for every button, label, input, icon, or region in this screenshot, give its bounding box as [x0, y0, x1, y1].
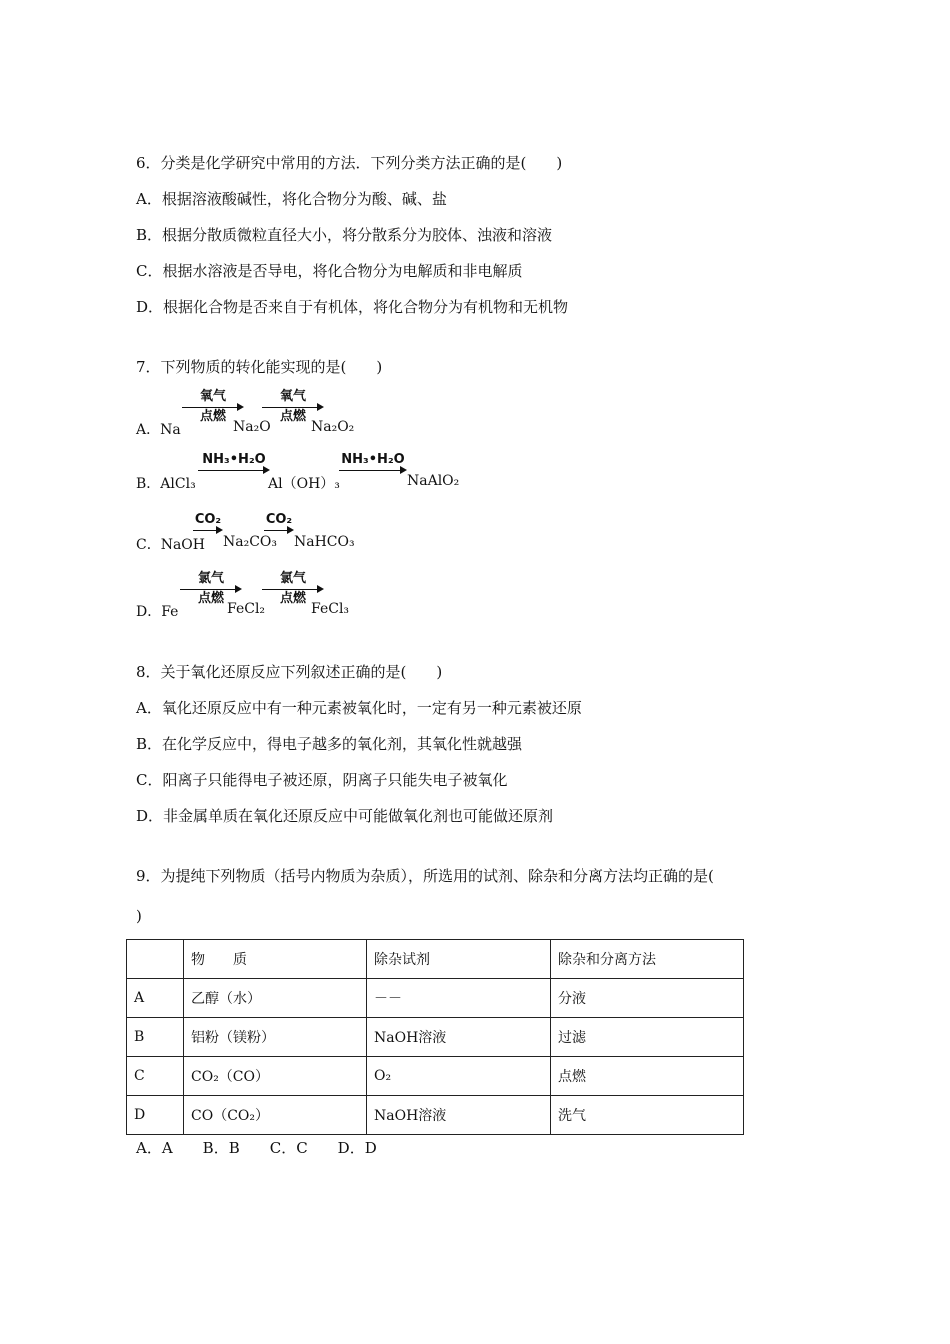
arrow-shaft: [182, 407, 238, 408]
table-cell: 洗气: [551, 1096, 744, 1135]
q7c-arrow-1-above: CO₂: [194, 512, 222, 527]
table-row: [127, 1018, 744, 1057]
arrow-shaft: [180, 589, 236, 590]
table-header-cell: 物 质: [184, 940, 367, 979]
arrow-shaft: [262, 407, 318, 408]
q7b-start: B．AlCl₃: [136, 476, 196, 492]
arrow-head-icon: [287, 526, 294, 534]
q7a-end: Na₂O₂: [311, 419, 355, 435]
table-cell: 铝粉（镁粉）: [184, 1018, 367, 1057]
q7a-arrow-1-above: 氧气: [199, 389, 226, 404]
q7d-start: D．Fe: [136, 604, 179, 620]
q7a-arrow-2-below: 点燃: [279, 409, 306, 424]
arrow-shaft: [264, 530, 288, 531]
table-cell: 过滤: [551, 1018, 744, 1057]
q7a-arrow-1-below: 点燃: [199, 409, 226, 424]
q6-option-c: C．根据水溶液是否导电，将化合物分为电解质和非电解质: [136, 262, 523, 280]
arrow-shaft: [262, 589, 318, 590]
table-header-cell: 除杂和分离方法: [551, 940, 744, 979]
q7c-arrow-2: [264, 512, 294, 552]
q7d-mid: FeCl₂: [227, 601, 266, 617]
q7d-end: FeCl₃: [311, 601, 350, 617]
q7c-mid: Na₂CO₃: [223, 534, 278, 550]
table-cell: O₂: [367, 1057, 551, 1096]
q7c-end: NaHCO₃: [294, 534, 355, 550]
table-cell: NaOH溶液: [367, 1018, 551, 1057]
table-row: [127, 1057, 744, 1096]
q7a-mid: Na₂O: [233, 419, 271, 435]
q8-stem: 8．关于氧化还原反应下列叙述正确的是( ): [136, 663, 443, 681]
q7c-arrow-1: [193, 512, 223, 552]
table-cell: NaOH溶液: [367, 1096, 551, 1135]
table-cell: A: [127, 979, 184, 1018]
q8-option-a: A．氧化还原反应中有一种元素被氧化时，一定有另一种元素被还原: [136, 699, 582, 717]
q7b-mid: Al（OH）₃: [268, 476, 340, 492]
q7d-arrow-1-below: 点燃: [197, 591, 224, 606]
table-header-row: [127, 940, 744, 979]
q6-option-b: B．根据分散质微粒直径大小，将分散系分为胶体、浊液和溶液: [136, 226, 553, 244]
table-cell: －－: [367, 979, 551, 1018]
table-cell: 点燃: [551, 1057, 744, 1096]
q7b-arrow-1: [198, 452, 270, 492]
arrow-shaft: [198, 470, 264, 471]
arrow-shaft: [193, 530, 217, 531]
q7d-arrow-1-above: 氯气: [197, 571, 224, 586]
arrow-shaft: [339, 470, 401, 471]
table-cell: CO₂（CO）: [184, 1057, 367, 1096]
q8-option-c: C．阳离子只能得电子被还原，阴离子只能失电子被氧化: [136, 771, 508, 789]
table-cell: C: [127, 1057, 184, 1096]
arrow-head-icon: [400, 466, 407, 474]
table-cell: CO（CO₂）: [184, 1096, 367, 1135]
q6-option-d: D．根据化合物是否来自于有机体，将化合物分为有机物和无机物: [136, 298, 569, 316]
q9-answer-choices: A．A B．B C．C D．D: [136, 1139, 377, 1157]
q9-table: [126, 939, 744, 1135]
q7d-arrow-2-below: 点燃: [279, 591, 306, 606]
q8-option-d: D．非金属单质在氧化还原反应中可能做氧化剂也可能做还原剂: [136, 807, 554, 825]
table-cell: 乙醇（水）: [184, 979, 367, 1018]
q7b-arrow-2-above: NH₃•H₂O: [341, 452, 405, 467]
table-cell: B: [127, 1018, 184, 1057]
table-row: [127, 979, 744, 1018]
q7a-arrow-2-above: 氧气: [279, 389, 306, 404]
q7c-start: C．NaOH: [136, 537, 205, 553]
q7b-arrow-2: [339, 452, 407, 492]
table-row: [127, 1096, 744, 1135]
table-cell: D: [127, 1096, 184, 1135]
q8-option-b: B．在化学反应中，得电子越多的氧化剂，其氧化性就越强: [136, 735, 523, 753]
table-cell: 分液: [551, 979, 744, 1018]
arrow-head-icon: [216, 526, 223, 534]
q7d-arrow-2-above: 氯气: [279, 571, 306, 586]
q6-option-a: A．根据溶液酸碱性，将化合物分为酸、碱、盐: [136, 190, 447, 208]
table-header-cell: [127, 940, 184, 979]
table-header-cell: 除杂试剂: [367, 940, 551, 979]
q7c-arrow-2-above: CO₂: [265, 512, 293, 527]
q6-stem: 6．分类是化学研究中常用的方法．下列分类方法正确的是( ): [136, 154, 563, 172]
q7b-arrow-1-above: NH₃•H₂O: [202, 452, 266, 467]
q7a-start: A．Na: [136, 422, 181, 438]
q9-stem: 9．为提纯下列物质（括号内物质为杂质），所选用的试剂、除杂和分离方法均正确的是(: [136, 867, 714, 885]
q9-stem-end: ): [136, 907, 142, 925]
q7-stem: 7．下列物质的转化能实现的是( ): [136, 358, 383, 376]
q7b-end: NaAlO₂: [407, 473, 460, 489]
